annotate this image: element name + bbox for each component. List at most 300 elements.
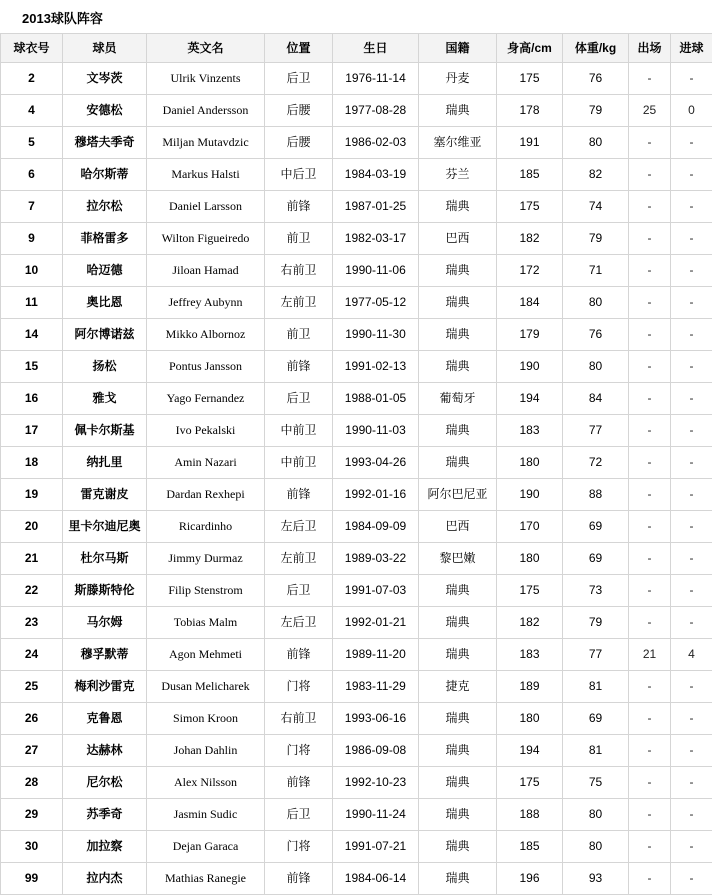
cell-height: 189 xyxy=(497,671,563,703)
cell-weight: 80 xyxy=(563,351,629,383)
cell-shirt-number: 20 xyxy=(1,511,63,543)
cell-english-name: Markus Halsti xyxy=(147,159,265,191)
cell-player-name: 安德松 xyxy=(63,95,147,127)
cell-player-name: 里卡尔迪尼奥 xyxy=(63,511,147,543)
table-row xyxy=(1,831,712,863)
cell-birthday: 1990-11-03 xyxy=(333,415,419,447)
cell-shirt-number: 28 xyxy=(1,767,63,799)
cell-nationality: 瑞典 xyxy=(419,319,497,351)
cell-weight: 77 xyxy=(563,415,629,447)
cell-appearances: - xyxy=(629,319,671,351)
cell-shirt-number: 17 xyxy=(1,415,63,447)
cell-shirt-number: 2 xyxy=(1,63,63,95)
cell-shirt-number: 9 xyxy=(1,223,63,255)
cell-appearances: - xyxy=(629,607,671,639)
cell-english-name: Daniel Larsson xyxy=(147,191,265,223)
cell-birthday: 1991-07-21 xyxy=(333,831,419,863)
cell-english-name: Dusan Melicharek xyxy=(147,671,265,703)
cell-appearances: - xyxy=(629,63,671,95)
cell-height: 179 xyxy=(497,319,563,351)
cell-weight: 88 xyxy=(563,479,629,511)
cell-player-name: 穆塔夫季奇 xyxy=(63,127,147,159)
table-row xyxy=(1,127,712,159)
table-row xyxy=(1,95,712,127)
cell-player-name: 苏季奇 xyxy=(63,799,147,831)
cell-appearances: 25 xyxy=(629,95,671,127)
cell-english-name: Johan Dahlin xyxy=(147,735,265,767)
cell-nationality: 瑞典 xyxy=(419,703,497,735)
column-header-nationality: 国籍 xyxy=(419,34,497,63)
cell-player-name: 杜尔马斯 xyxy=(63,543,147,575)
cell-goals: - xyxy=(671,223,712,255)
cell-shirt-number: 23 xyxy=(1,607,63,639)
cell-shirt-number: 18 xyxy=(1,447,63,479)
cell-position: 后腰 xyxy=(265,127,333,159)
cell-player-name: 哈尔斯蒂 xyxy=(63,159,147,191)
table-row xyxy=(1,607,712,639)
cell-nationality: 瑞典 xyxy=(419,799,497,831)
cell-player-name: 奥比恩 xyxy=(63,287,147,319)
cell-height: 191 xyxy=(497,127,563,159)
cell-height: 190 xyxy=(497,479,563,511)
cell-weight: 79 xyxy=(563,607,629,639)
cell-english-name: Amin Nazari xyxy=(147,447,265,479)
cell-goals: - xyxy=(671,479,712,511)
cell-goals: - xyxy=(671,287,712,319)
cell-nationality: 阿尔巴尼亚 xyxy=(419,479,497,511)
table-row xyxy=(1,671,712,703)
cell-goals: - xyxy=(671,671,712,703)
cell-weight: 79 xyxy=(563,223,629,255)
cell-nationality: 塞尔维亚 xyxy=(419,127,497,159)
cell-english-name: Simon Kroon xyxy=(147,703,265,735)
cell-height: 194 xyxy=(497,735,563,767)
cell-nationality: 芬兰 xyxy=(419,159,497,191)
cell-shirt-number: 30 xyxy=(1,831,63,863)
cell-weight: 73 xyxy=(563,575,629,607)
cell-position: 中前卫 xyxy=(265,447,333,479)
cell-position: 前锋 xyxy=(265,639,333,671)
cell-player-name: 拉尔松 xyxy=(63,191,147,223)
cell-weight: 74 xyxy=(563,191,629,223)
cell-birthday: 1982-03-17 xyxy=(333,223,419,255)
cell-birthday: 1992-01-16 xyxy=(333,479,419,511)
cell-appearances: - xyxy=(629,159,671,191)
cell-weight: 71 xyxy=(563,255,629,287)
cell-position: 门将 xyxy=(265,735,333,767)
cell-goals: - xyxy=(671,415,712,447)
squad-table xyxy=(0,33,712,895)
cell-shirt-number: 15 xyxy=(1,351,63,383)
cell-shirt-number: 26 xyxy=(1,703,63,735)
cell-position: 后卫 xyxy=(265,575,333,607)
cell-position: 左后卫 xyxy=(265,607,333,639)
cell-english-name: Pontus Jansson xyxy=(147,351,265,383)
cell-english-name: Ivo Pekalski xyxy=(147,415,265,447)
cell-birthday: 1976-11-14 xyxy=(333,63,419,95)
cell-english-name: Agon Mehmeti xyxy=(147,639,265,671)
cell-goals: - xyxy=(671,735,712,767)
cell-english-name: Wilton Figueiredo xyxy=(147,223,265,255)
cell-position: 门将 xyxy=(265,671,333,703)
cell-appearances: - xyxy=(629,767,671,799)
cell-position: 前锋 xyxy=(265,863,333,895)
cell-english-name: Jasmin Sudic xyxy=(147,799,265,831)
cell-appearances: - xyxy=(629,383,671,415)
column-header-goals: 进球 xyxy=(671,34,712,63)
cell-player-name: 文岑茨 xyxy=(63,63,147,95)
cell-appearances: - xyxy=(629,863,671,895)
cell-player-name: 菲格雷多 xyxy=(63,223,147,255)
cell-birthday: 1988-01-05 xyxy=(333,383,419,415)
cell-shirt-number: 6 xyxy=(1,159,63,191)
table-row xyxy=(1,287,712,319)
cell-birthday: 1992-10-23 xyxy=(333,767,419,799)
table-header-row xyxy=(1,34,712,63)
cell-english-name: Tobias Malm xyxy=(147,607,265,639)
cell-position: 左后卫 xyxy=(265,511,333,543)
cell-appearances: - xyxy=(629,287,671,319)
cell-birthday: 1987-01-25 xyxy=(333,191,419,223)
cell-player-name: 马尔姆 xyxy=(63,607,147,639)
cell-shirt-number: 16 xyxy=(1,383,63,415)
cell-goals: - xyxy=(671,863,712,895)
cell-birthday: 1990-11-24 xyxy=(333,799,419,831)
cell-height: 178 xyxy=(497,95,563,127)
cell-nationality: 瑞典 xyxy=(419,831,497,863)
cell-position: 右前卫 xyxy=(265,703,333,735)
cell-player-name: 尼尔松 xyxy=(63,767,147,799)
cell-player-name: 斯滕斯特伦 xyxy=(63,575,147,607)
table-row xyxy=(1,575,712,607)
cell-nationality: 瑞典 xyxy=(419,191,497,223)
cell-height: 188 xyxy=(497,799,563,831)
cell-shirt-number: 29 xyxy=(1,799,63,831)
cell-height: 175 xyxy=(497,767,563,799)
cell-height: 175 xyxy=(497,63,563,95)
cell-height: 180 xyxy=(497,703,563,735)
cell-nationality: 瑞典 xyxy=(419,255,497,287)
cell-player-name: 梅利沙雷克 xyxy=(63,671,147,703)
cell-height: 182 xyxy=(497,607,563,639)
cell-birthday: 1984-03-19 xyxy=(333,159,419,191)
cell-player-name: 穆孚默蒂 xyxy=(63,639,147,671)
cell-player-name: 克鲁恩 xyxy=(63,703,147,735)
cell-english-name: Jimmy Durmaz xyxy=(147,543,265,575)
cell-goals: - xyxy=(671,127,712,159)
cell-appearances: - xyxy=(629,543,671,575)
table-body xyxy=(1,63,712,895)
table-row xyxy=(1,63,712,95)
cell-birthday: 1991-02-13 xyxy=(333,351,419,383)
cell-shirt-number: 5 xyxy=(1,127,63,159)
cell-shirt-number: 25 xyxy=(1,671,63,703)
table-row xyxy=(1,447,712,479)
cell-weight: 81 xyxy=(563,671,629,703)
cell-goals: - xyxy=(671,447,712,479)
cell-position: 前卫 xyxy=(265,319,333,351)
cell-birthday: 1991-07-03 xyxy=(333,575,419,607)
cell-weight: 72 xyxy=(563,447,629,479)
cell-position: 前卫 xyxy=(265,223,333,255)
cell-goals: - xyxy=(671,383,712,415)
cell-nationality: 瑞典 xyxy=(419,863,497,895)
cell-appearances: - xyxy=(629,255,671,287)
table-row xyxy=(1,351,712,383)
cell-weight: 80 xyxy=(563,287,629,319)
cell-appearances: - xyxy=(629,703,671,735)
column-header-weight: 体重/kg xyxy=(563,34,629,63)
cell-english-name: Ulrik Vinzents xyxy=(147,63,265,95)
cell-goals: - xyxy=(671,543,712,575)
cell-nationality: 黎巴嫩 xyxy=(419,543,497,575)
cell-nationality: 瑞典 xyxy=(419,287,497,319)
column-header-player: 球员 xyxy=(63,34,147,63)
cell-birthday: 1984-06-14 xyxy=(333,863,419,895)
cell-player-name: 拉内杰 xyxy=(63,863,147,895)
cell-shirt-number: 22 xyxy=(1,575,63,607)
cell-weight: 80 xyxy=(563,831,629,863)
table-row xyxy=(1,543,712,575)
cell-nationality: 瑞典 xyxy=(419,639,497,671)
cell-position: 前锋 xyxy=(265,191,333,223)
cell-english-name: Jeffrey Aubynn xyxy=(147,287,265,319)
cell-shirt-number: 27 xyxy=(1,735,63,767)
cell-nationality: 瑞典 xyxy=(419,447,497,479)
cell-position: 中前卫 xyxy=(265,415,333,447)
table-row xyxy=(1,511,712,543)
cell-shirt-number: 99 xyxy=(1,863,63,895)
cell-goals: - xyxy=(671,63,712,95)
cell-position: 前锋 xyxy=(265,351,333,383)
table-row xyxy=(1,223,712,255)
cell-birthday: 1993-04-26 xyxy=(333,447,419,479)
cell-nationality: 瑞典 xyxy=(419,351,497,383)
cell-birthday: 1984-09-09 xyxy=(333,511,419,543)
table-row xyxy=(1,639,712,671)
table-row xyxy=(1,703,712,735)
cell-goals: - xyxy=(671,831,712,863)
cell-goals: - xyxy=(671,767,712,799)
cell-goals: - xyxy=(671,351,712,383)
cell-appearances: - xyxy=(629,575,671,607)
cell-height: 172 xyxy=(497,255,563,287)
cell-nationality: 瑞典 xyxy=(419,767,497,799)
cell-english-name: Dardan Rexhepi xyxy=(147,479,265,511)
cell-goals: - xyxy=(671,191,712,223)
table-row xyxy=(1,863,712,895)
cell-english-name: Dejan Garaca xyxy=(147,831,265,863)
cell-nationality: 丹麦 xyxy=(419,63,497,95)
cell-player-name: 达赫林 xyxy=(63,735,147,767)
cell-weight: 69 xyxy=(563,511,629,543)
column-header-birthday: 生日 xyxy=(333,34,419,63)
cell-english-name: Ricardinho xyxy=(147,511,265,543)
cell-birthday: 1992-01-21 xyxy=(333,607,419,639)
table-row xyxy=(1,159,712,191)
table-row xyxy=(1,799,712,831)
cell-birthday: 1990-11-30 xyxy=(333,319,419,351)
cell-goals: - xyxy=(671,319,712,351)
cell-height: 182 xyxy=(497,223,563,255)
cell-nationality: 瑞典 xyxy=(419,607,497,639)
cell-birthday: 1986-02-03 xyxy=(333,127,419,159)
cell-nationality: 瑞典 xyxy=(419,735,497,767)
table-row xyxy=(1,255,712,287)
cell-goals: 0 xyxy=(671,95,712,127)
cell-player-name: 哈迈德 xyxy=(63,255,147,287)
cell-weight: 76 xyxy=(563,319,629,351)
cell-player-name: 雅戈 xyxy=(63,383,147,415)
cell-nationality: 瑞典 xyxy=(419,415,497,447)
cell-birthday: 1986-09-08 xyxy=(333,735,419,767)
cell-appearances: - xyxy=(629,415,671,447)
cell-height: 185 xyxy=(497,159,563,191)
cell-appearances: - xyxy=(629,511,671,543)
cell-english-name: Filip Stenstrom xyxy=(147,575,265,607)
cell-nationality: 巴西 xyxy=(419,223,497,255)
cell-weight: 80 xyxy=(563,127,629,159)
cell-english-name: Alex Nilsson xyxy=(147,767,265,799)
cell-nationality: 葡萄牙 xyxy=(419,383,497,415)
cell-weight: 75 xyxy=(563,767,629,799)
table-row xyxy=(1,415,712,447)
cell-player-name: 加拉察 xyxy=(63,831,147,863)
table-row xyxy=(1,383,712,415)
cell-english-name: Yago Fernandez xyxy=(147,383,265,415)
cell-appearances: 21 xyxy=(629,639,671,671)
cell-goals: - xyxy=(671,607,712,639)
cell-weight: 76 xyxy=(563,63,629,95)
cell-nationality: 巴西 xyxy=(419,511,497,543)
cell-english-name: Mikko Albornoz xyxy=(147,319,265,351)
cell-weight: 82 xyxy=(563,159,629,191)
cell-goals: - xyxy=(671,799,712,831)
cell-position: 左前卫 xyxy=(265,287,333,319)
cell-appearances: - xyxy=(629,447,671,479)
cell-goals: - xyxy=(671,511,712,543)
column-header-position: 位置 xyxy=(265,34,333,63)
cell-english-name: Mathias Ranegie xyxy=(147,863,265,895)
cell-birthday: 1983-11-29 xyxy=(333,671,419,703)
cell-player-name: 纳扎里 xyxy=(63,447,147,479)
cell-nationality: 瑞典 xyxy=(419,95,497,127)
cell-height: 184 xyxy=(497,287,563,319)
table-row xyxy=(1,319,712,351)
column-header-shirt-number: 球衣号 xyxy=(1,34,63,63)
cell-weight: 81 xyxy=(563,735,629,767)
cell-nationality: 瑞典 xyxy=(419,575,497,607)
cell-shirt-number: 7 xyxy=(1,191,63,223)
cell-player-name: 扬松 xyxy=(63,351,147,383)
cell-height: 196 xyxy=(497,863,563,895)
cell-english-name: Daniel Andersson xyxy=(147,95,265,127)
cell-position: 右前卫 xyxy=(265,255,333,287)
cell-appearances: - xyxy=(629,479,671,511)
cell-weight: 77 xyxy=(563,639,629,671)
cell-appearances: - xyxy=(629,671,671,703)
cell-appearances: - xyxy=(629,351,671,383)
cell-shirt-number: 24 xyxy=(1,639,63,671)
cell-goals: - xyxy=(671,703,712,735)
table-row xyxy=(1,191,712,223)
cell-player-name: 阿尔博诺兹 xyxy=(63,319,147,351)
cell-height: 194 xyxy=(497,383,563,415)
cell-position: 后卫 xyxy=(265,799,333,831)
cell-goals: - xyxy=(671,255,712,287)
cell-birthday: 1989-03-22 xyxy=(333,543,419,575)
cell-weight: 69 xyxy=(563,543,629,575)
cell-weight: 84 xyxy=(563,383,629,415)
column-header-english-name: 英文名 xyxy=(147,34,265,63)
cell-goals: - xyxy=(671,575,712,607)
cell-weight: 93 xyxy=(563,863,629,895)
cell-height: 183 xyxy=(497,639,563,671)
table-row xyxy=(1,767,712,799)
cell-position: 门将 xyxy=(265,831,333,863)
cell-appearances: - xyxy=(629,223,671,255)
cell-shirt-number: 19 xyxy=(1,479,63,511)
cell-position: 左前卫 xyxy=(265,543,333,575)
cell-birthday: 1989-11-20 xyxy=(333,639,419,671)
cell-birthday: 1993-06-16 xyxy=(333,703,419,735)
cell-height: 180 xyxy=(497,543,563,575)
cell-shirt-number: 14 xyxy=(1,319,63,351)
page-title: 2013球队阵容 xyxy=(0,0,712,33)
cell-height: 185 xyxy=(497,831,563,863)
cell-english-name: Jiloan Hamad xyxy=(147,255,265,287)
cell-goals: 4 xyxy=(671,639,712,671)
cell-appearances: - xyxy=(629,831,671,863)
cell-position: 后腰 xyxy=(265,95,333,127)
cell-shirt-number: 11 xyxy=(1,287,63,319)
cell-appearances: - xyxy=(629,127,671,159)
cell-height: 190 xyxy=(497,351,563,383)
column-header-height: 身高/cm xyxy=(497,34,563,63)
cell-appearances: - xyxy=(629,735,671,767)
cell-english-name: Miljan Mutavdzic xyxy=(147,127,265,159)
cell-birthday: 1977-05-12 xyxy=(333,287,419,319)
cell-height: 175 xyxy=(497,575,563,607)
cell-player-name: 雷克谢皮 xyxy=(63,479,147,511)
cell-weight: 80 xyxy=(563,799,629,831)
column-header-appearances: 出场 xyxy=(629,34,671,63)
cell-shirt-number: 10 xyxy=(1,255,63,287)
table-row xyxy=(1,735,712,767)
cell-birthday: 1977-08-28 xyxy=(333,95,419,127)
cell-shirt-number: 21 xyxy=(1,543,63,575)
cell-goals: - xyxy=(671,159,712,191)
cell-weight: 79 xyxy=(563,95,629,127)
cell-position: 中后卫 xyxy=(265,159,333,191)
cell-height: 183 xyxy=(497,415,563,447)
table-row xyxy=(1,479,712,511)
cell-appearances: - xyxy=(629,191,671,223)
cell-position: 前锋 xyxy=(265,479,333,511)
cell-position: 后卫 xyxy=(265,63,333,95)
cell-shirt-number: 4 xyxy=(1,95,63,127)
cell-height: 180 xyxy=(497,447,563,479)
cell-nationality: 捷克 xyxy=(419,671,497,703)
cell-player-name: 佩卡尔斯基 xyxy=(63,415,147,447)
cell-appearances: - xyxy=(629,799,671,831)
cell-position: 前锋 xyxy=(265,767,333,799)
cell-height: 175 xyxy=(497,191,563,223)
cell-height: 170 xyxy=(497,511,563,543)
cell-position: 后卫 xyxy=(265,383,333,415)
cell-birthday: 1990-11-06 xyxy=(333,255,419,287)
cell-weight: 69 xyxy=(563,703,629,735)
